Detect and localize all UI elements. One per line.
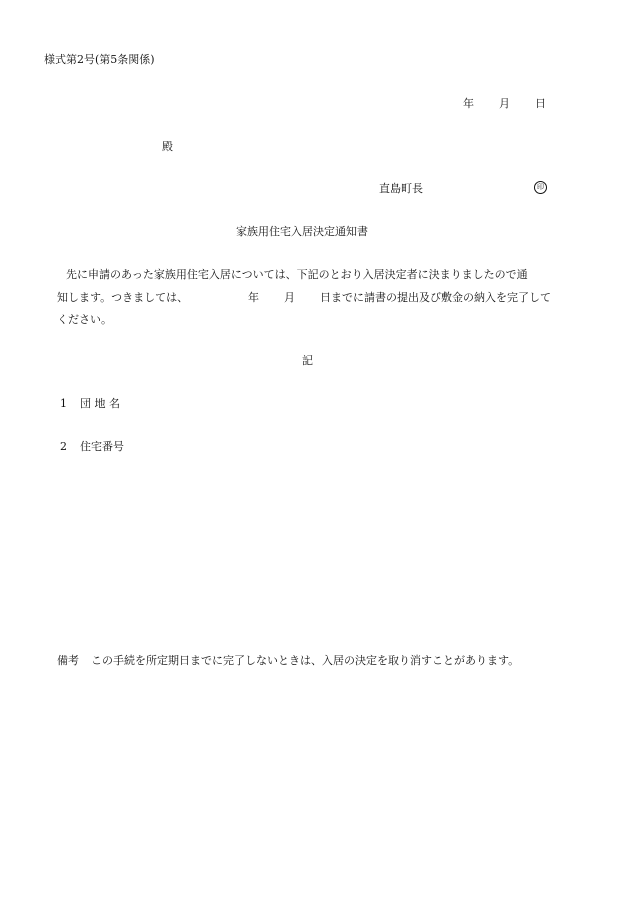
- date-day-label: 日: [535, 97, 546, 110]
- issuer-name: 直島町長: [379, 182, 423, 195]
- date-year-label: 年: [463, 97, 474, 110]
- ki-heading: 記: [302, 354, 313, 367]
- addressee-suffix: 殿: [162, 140, 173, 153]
- body-line-3: ください。: [57, 313, 112, 326]
- deadline-month-label: 月: [284, 291, 295, 304]
- body-line-2-start: 知します。つきましては、: [57, 291, 189, 304]
- item-number: 1: [60, 397, 67, 410]
- form-number: 様式第2号(第5条関係): [44, 53, 155, 66]
- seal-icon: 印: [534, 181, 547, 194]
- item-number: 2: [60, 440, 67, 453]
- list-item: [60, 397, 120, 411]
- item-label: 団 地 名: [80, 397, 120, 410]
- date-month-label: 月: [499, 97, 510, 110]
- document-title: 家族用住宅入居決定通知書: [236, 225, 368, 238]
- remarks-text: この手続を所定期日までに完了しないときは、入居の決定を取り消すことがあります。: [91, 654, 520, 667]
- remarks-label: 備考: [57, 654, 79, 667]
- remarks: [57, 654, 519, 668]
- body-line-2-end: 日までに請書の提出及び敷金の納入を完了して: [320, 291, 551, 304]
- list-item: [60, 440, 124, 454]
- item-label: 住宅番号: [80, 440, 124, 453]
- body-line-1: 先に申請のあった家族用住宅入居については、下記のとおり入居決定者に決まりましたので通: [66, 268, 528, 281]
- deadline-year-label: 年: [248, 291, 259, 304]
